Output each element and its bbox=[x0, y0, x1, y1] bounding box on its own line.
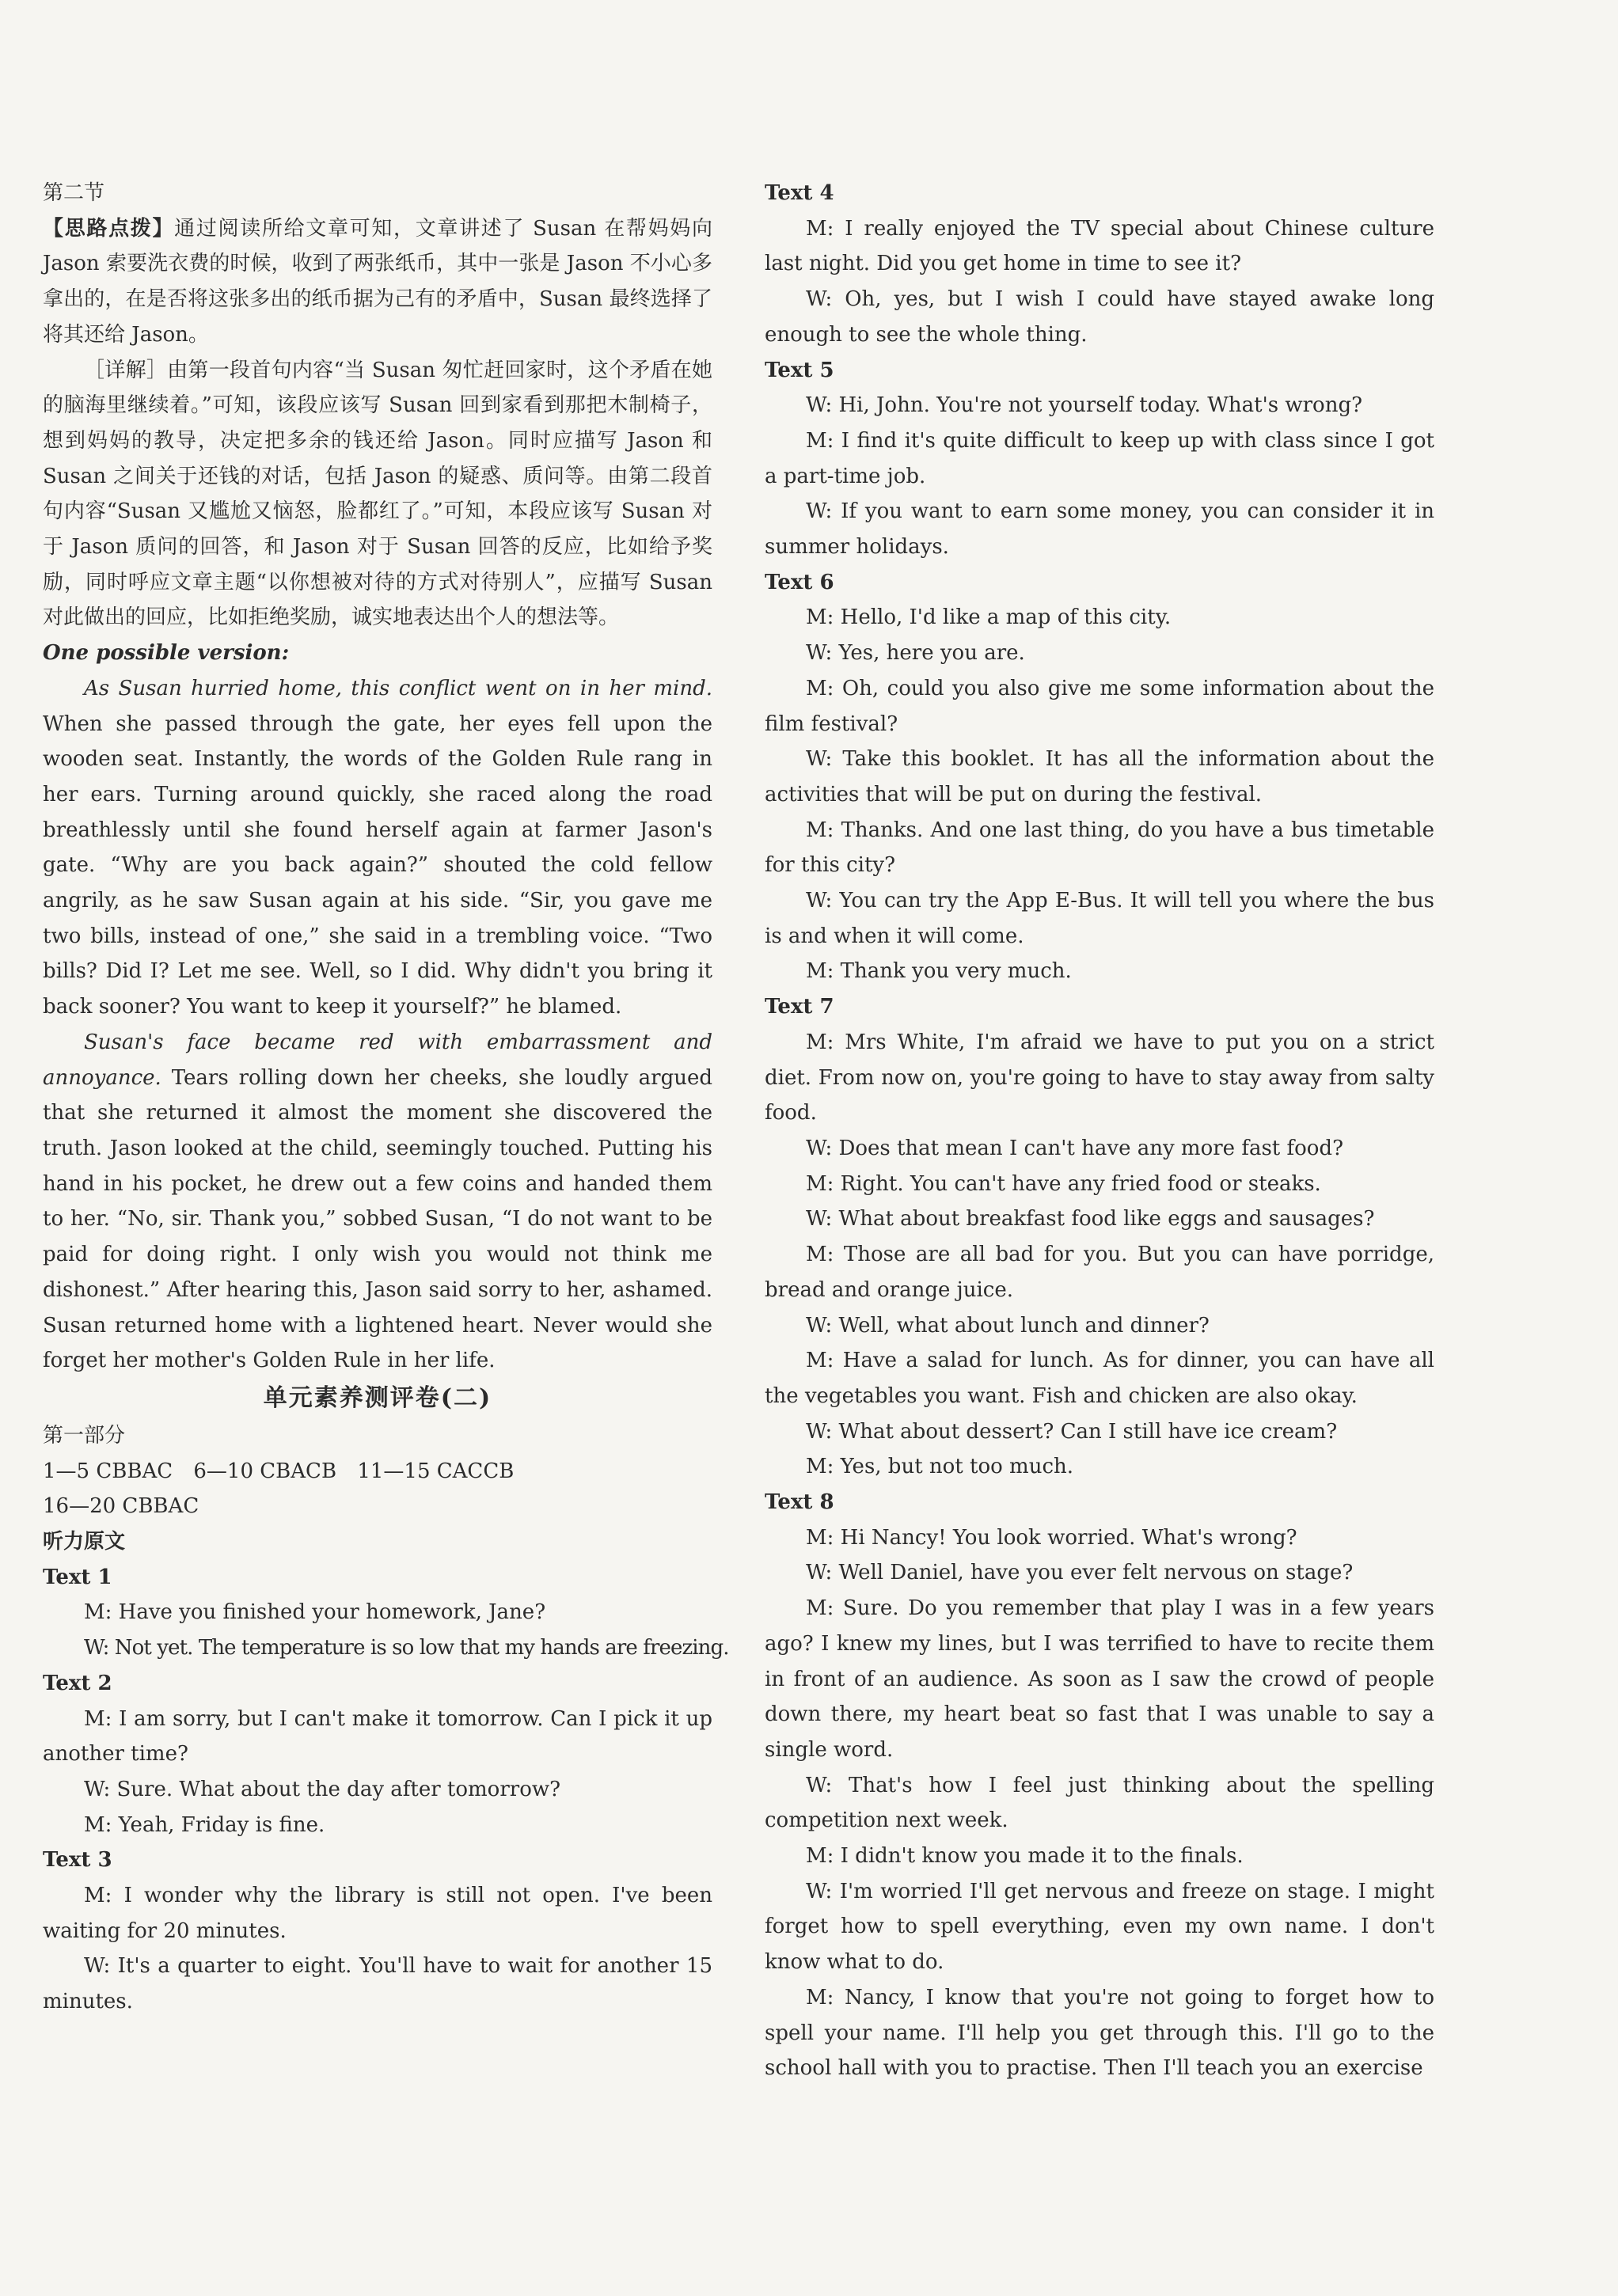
paragraph-2-lead: Susan's face became red with embarrassment and annoyance. bbox=[43, 1030, 712, 1090]
dialogue-line: W: Hi, John. You're not yourself today. What's wrong? bbox=[806, 393, 1363, 418]
dialogue-line: M: Hi Nancy! You look worried. What's wrong? bbox=[806, 1525, 1297, 1550]
text-label: Text 1 bbox=[43, 1565, 112, 1589]
text-block-1 bbox=[43, 1560, 729, 1666]
dialogue-line: W: Sure. What about the day after tomorrow? bbox=[84, 1777, 561, 1801]
answers-row-2: 16—20 CBBAC bbox=[43, 1494, 199, 1519]
dialogue-line: W: Does that mean I can't have any more fast food? bbox=[806, 1136, 1344, 1160]
dialogue-line: W: Yes, here you are. bbox=[806, 641, 1025, 666]
analysis-paragraph bbox=[43, 211, 712, 353]
dialogue-line: W: Oh, yes, but I wish I could have stayed awake long enough to see the whole thing. bbox=[765, 287, 1434, 347]
dialogue-line: M: I find it's quite difficult to keep up with class since I got a part-time job. bbox=[765, 428, 1434, 488]
answer-group: 11—15 CACCB bbox=[357, 1459, 515, 1483]
dialogue-line: M: Right. You can't have any fried food or steaks. bbox=[806, 1171, 1321, 1196]
dialogue-line: W: Well, what about lunch and dinner? bbox=[806, 1313, 1210, 1338]
text-block-4 bbox=[765, 176, 1434, 353]
dialogue-line: M: I wonder why the library is still not open. I've been waiting for 20 minutes. bbox=[43, 1884, 712, 1943]
dialogue-line: M: Yeah, Friday is fine. bbox=[84, 1812, 325, 1837]
text-label: Text 6 bbox=[765, 570, 834, 594]
part-one-heading: 第一部分 bbox=[43, 1423, 126, 1448]
dialogue-line: M: Nancy, I know that you're not going to forget how to spell your name. I'll help you get through this. I'll go to the school hall with you to practise. Then I'll teach you an exercise bbox=[765, 1985, 1434, 2081]
analysis-tag: 【思路点拨】 bbox=[43, 216, 175, 241]
dialogue-line: W: You can try the App E-Bus. It will tell you where the bus is and when it will come. bbox=[765, 889, 1434, 948]
dialogue-line: M: Hello, I'd like a map of this city. bbox=[806, 605, 1172, 630]
text-label: Text 5 bbox=[765, 358, 834, 382]
essay-paragraph-2 bbox=[43, 1025, 712, 1379]
text-label: Text 2 bbox=[43, 1671, 112, 1695]
text-block-2 bbox=[43, 1666, 712, 1843]
dialogue-line: W: It's a quarter to eight. You'll have to wait for another 15 minutes. bbox=[43, 1954, 712, 2014]
detail-paragraph: ［详解］由第一段首句内容“当 Susan 匆忙赶回家时，这个矛盾在她的脑海里继续着。”可知，该段应该写 Susan 回到家看到那把木制椅子，想到妈妈的教导，决定把多余的钱还给 Jason。同时应描写 Jason 和 Susan 之间关于还钱的对话，包括 Jason 的疑惑、质问等。由第二段首句内容“Susan 又尴尬又恼怒，脸都红了。”可知，本段应该写 Susan 对于 Jason 质问的回答，和 Jason 对于 Susan 回答的反应，比如给予奖励，同时呼应文章主题“以你想被对待的方式对待别人”，应描写 Susan 对此做出的回应，比如拒绝奖励，诚实地表达出个人的想法等。 bbox=[43, 358, 712, 630]
dialogue-line: M: Have you finished your homework, Jane? bbox=[84, 1600, 546, 1625]
text-label: Text 8 bbox=[765, 1490, 834, 1515]
left-column bbox=[43, 176, 729, 2020]
dialogue-line: M: I am sorry, but I can't make it tomorrow. Can I pick it up another time? bbox=[43, 1706, 712, 1767]
answer-group: 6—10 CBACB bbox=[193, 1459, 337, 1483]
right-column bbox=[765, 176, 1434, 2086]
text-label: Text 3 bbox=[43, 1848, 112, 1873]
text-block-5 bbox=[765, 353, 1434, 565]
unit-title: 单元素养测评卷(二) bbox=[263, 1383, 492, 1412]
dialogue-line: W: Take this booklet. It has all the information about the activities that will be put on during the festival. bbox=[765, 747, 1434, 806]
paragraph-2-body: Tears rolling down her cheeks, she loudly argued that she returned it almost the moment she discovered the truth. Jason looked at the child, seemingly touched. Putting his hand in his pocket, he drew out a few coins and handed them to her. “No, sir. Thank you,” sobbed Susan, “I do not want to be paid for doing right. I only wish you would not think me dishonest.” After hearing this, Jason said sorry to her, ashamed. Susan returned home with a lightened heart. Never would she forget her mother's Golden Rule in her life. bbox=[43, 1065, 712, 1373]
essay-paragraph-1 bbox=[43, 671, 712, 1025]
answer-group: 1—5 CBBAC bbox=[43, 1459, 173, 1483]
answers-row-1 bbox=[43, 1454, 712, 1490]
dialogue-line: W: I'm worried I'll get nervous and freeze on stage. I might forget how to spell everything, even my own name. I don't know what to do. bbox=[765, 1879, 1434, 1975]
dialogue-line: M: Have a salad for lunch. As for dinner, you can have all the vegetables you want. Fish and chicken are also okay. bbox=[765, 1349, 1434, 1408]
text-block-6 bbox=[765, 565, 1434, 989]
dialogue-line: M: Yes, but not too much. bbox=[806, 1455, 1074, 1479]
version-label: One possible version: bbox=[43, 641, 290, 666]
dialogue-line: W: What about breakfast food like eggs and sausages? bbox=[806, 1207, 1375, 1231]
paragraph-1-lead: As Susan hurried home, this conflict went on in her mind. bbox=[84, 676, 712, 700]
dialogue-line: W: If you want to earn some money, you can consider it in summer holidays. bbox=[765, 499, 1434, 560]
analysis-text: 通过阅读所给文章可知，文章讲述了 Susan 在帮妈妈向 Jason 索要洗衣费的时候，收到了两张纸币，其中一张是 Jason 不小心多拿出的，在是否将这张多出的纸币据为己有的矛盾中，Susan 最终选择了将其还给 Jason。 bbox=[43, 216, 712, 347]
text-block-7 bbox=[765, 989, 1434, 1485]
dialogue-line: M: I didn't know you made it to the finals. bbox=[806, 1844, 1244, 1869]
listening-heading: 听力原文 bbox=[43, 1530, 126, 1554]
paragraph-1-body: When she passed through the gate, her eyes fell upon the wooden seat. Instantly, the words of the Golden Rule rang in her ears. Turning around quickly, she raced along the road breathlessly until she found herself again at farmer Jason's gate. “Why are you back again?” shouted the cold fellow angrily, as he saw Susan again at his side. “Sir, you gave me two bills, instead of one,” she said in a trembling voice. “Two bills? Did I? Let me see. Well, so I did. Why didn't you bring it back sooner? You want to keep it yourself?” he blamed. bbox=[43, 712, 712, 1019]
dialogue-line: M: Mrs White, I'm afraid we have to put you on a strict diet. From now on, you're going to have to stay away from salty food. bbox=[765, 1030, 1434, 1125]
dialogue-line: M: I really enjoyed the TV special about Chinese culture last night. Did you get home in time to see it? bbox=[765, 216, 1434, 276]
text-label: Text 4 bbox=[765, 181, 834, 205]
dialogue-line: W: Not yet. The temperature is so low that my hands are freezing. bbox=[84, 1636, 729, 1660]
dialogue-line: W: Well Daniel, have you ever felt nervous on stage? bbox=[806, 1561, 1354, 1585]
text-label: Text 7 bbox=[765, 995, 834, 1019]
dialogue-line: M: Oh, could you also give me some information about the film festival? bbox=[765, 676, 1434, 736]
dialogue-line: M: Sure. Do you remember that play I was in a few years ago? I knew my lines, but I was terrified to have to recite them in front of an audience. As soon as I saw the crowd of people down there, my heart beat so fast that I was unable to say a single word. bbox=[765, 1596, 1434, 1762]
dialogue-line: M: Those are all bad for you. But you can have porridge, bread and orange juice. bbox=[765, 1243, 1434, 1302]
text-block-3 bbox=[43, 1842, 712, 2020]
section-heading: 第二节 bbox=[43, 181, 105, 205]
dialogue-line: M: Thank you very much. bbox=[806, 959, 1072, 984]
dialogue-line: M: Thanks. And one last thing, do you have a bus timetable for this city? bbox=[765, 818, 1434, 878]
text-block-8 bbox=[765, 1485, 1434, 2086]
dialogue-line: W: What about dessert? Can I still have ice cream? bbox=[806, 1419, 1338, 1444]
dialogue-line: W: That's how I feel just thinking about the spelling competition next week. bbox=[765, 1773, 1434, 1833]
